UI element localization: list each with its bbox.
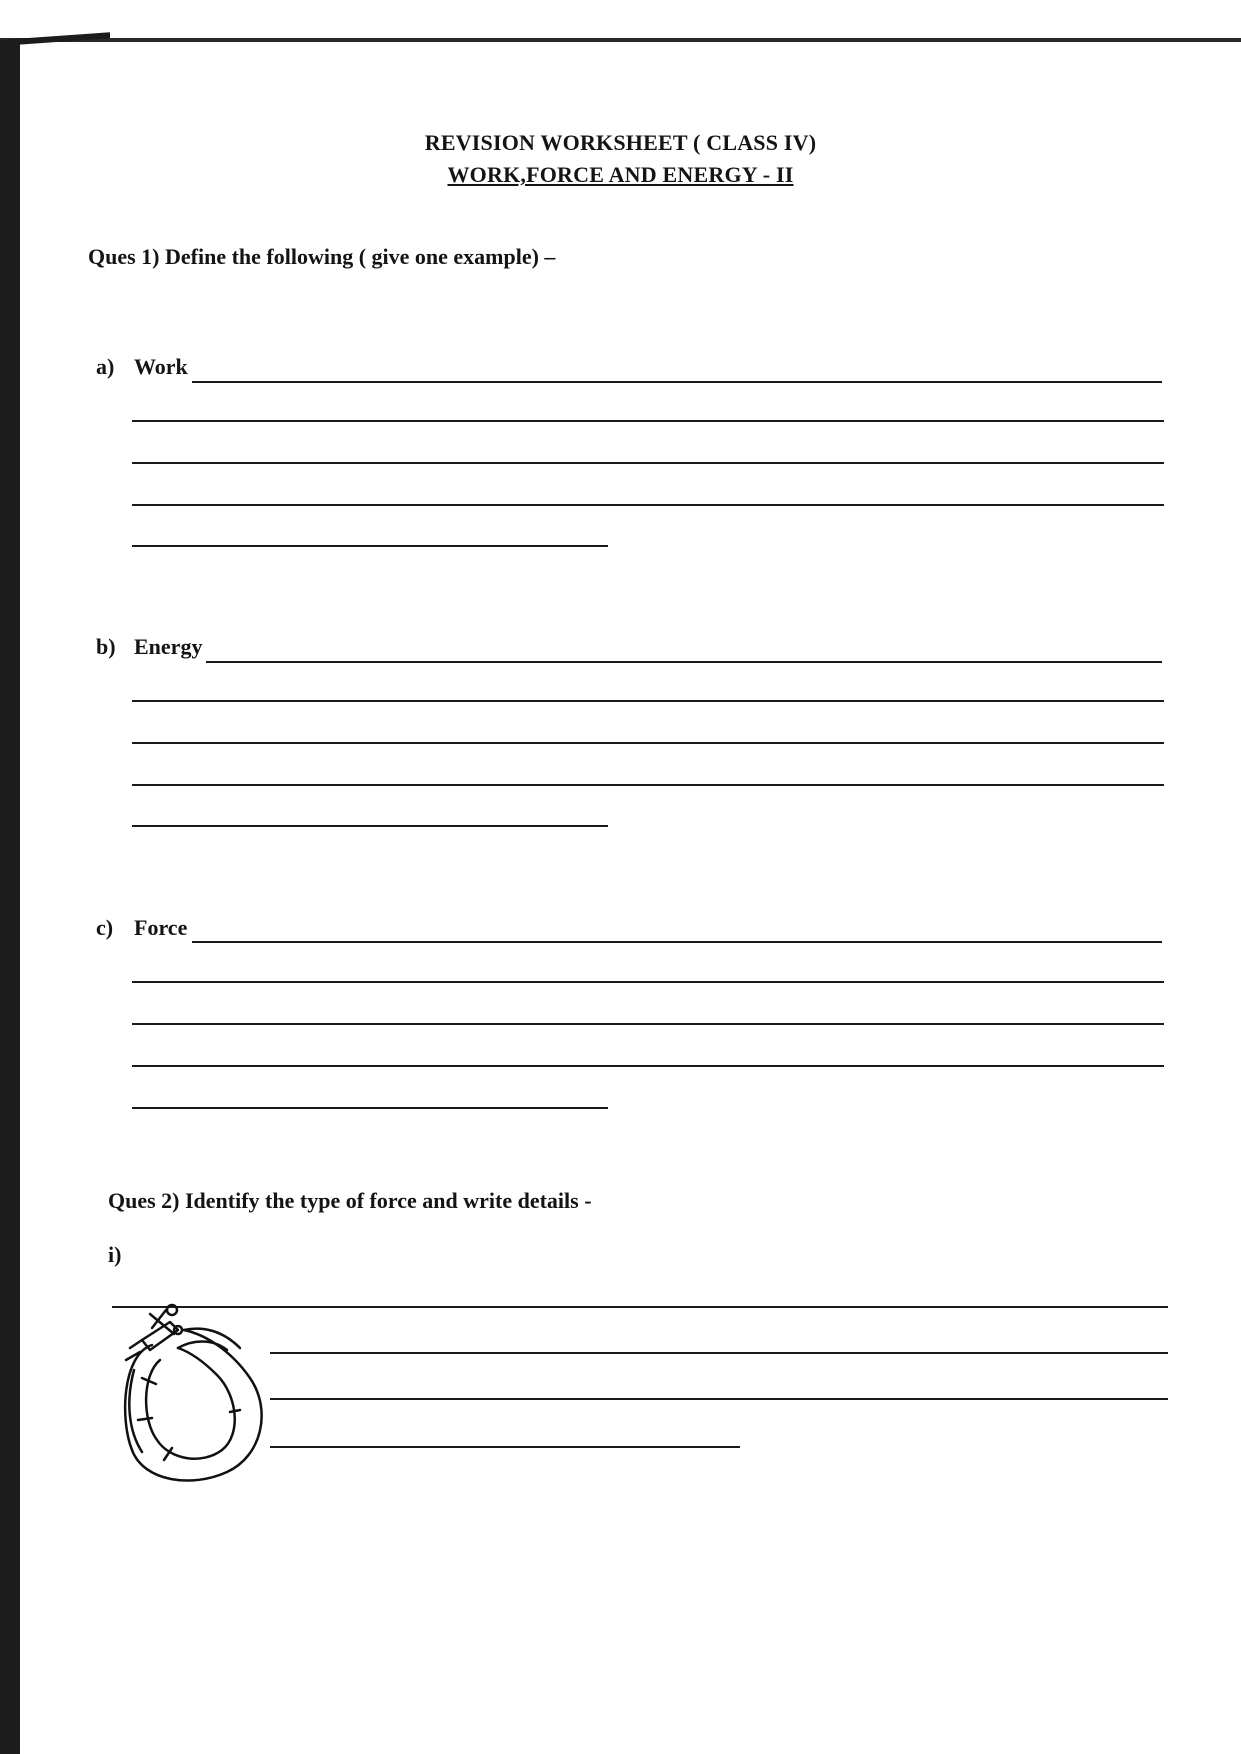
question-2-prompt: Ques 2) Identify the type of force and write details - — [108, 1188, 592, 1213]
answer-line[interactable] — [270, 1398, 1168, 1400]
answer-line[interactable] — [192, 381, 1162, 383]
answer-line[interactable] — [270, 1446, 740, 1448]
item-marker: a) — [96, 354, 115, 379]
scan-edge-left — [0, 40, 20, 1754]
answer-line[interactable] — [132, 1107, 608, 1109]
item-marker: c) — [96, 915, 114, 940]
worksheet-title: REVISION WORKSHEET ( CLASS IV) — [424, 130, 817, 155]
scan-edge-top — [0, 38, 1241, 42]
answer-line[interactable] — [132, 981, 1164, 983]
answer-line[interactable] — [132, 700, 1164, 702]
worksheet-subtitle: WORK,FORCE AND ENERGY - II — [447, 162, 794, 187]
item-term: Force — [134, 915, 188, 940]
item-term: Work — [134, 354, 188, 379]
item-force — [96, 915, 187, 941]
question-1-prompt: Ques 1) Define the following ( give one example) – — [88, 244, 556, 269]
item-marker: i) — [108, 1242, 122, 1267]
answer-line[interactable] — [132, 1065, 1164, 1067]
answer-line[interactable] — [132, 420, 1164, 422]
answer-line[interactable] — [132, 1023, 1164, 1025]
answer-line[interactable] — [206, 661, 1162, 663]
item-term: Energy — [134, 634, 203, 659]
answer-line[interactable] — [192, 941, 1162, 943]
answer-line[interactable] — [132, 825, 608, 827]
answer-line[interactable] — [132, 545, 608, 547]
slingshot-icon — [112, 1300, 277, 1490]
item-marker: b) — [96, 634, 116, 659]
scan-folded-corner — [0, 32, 110, 46]
answer-line[interactable] — [132, 462, 1164, 464]
answer-line[interactable] — [132, 742, 1164, 744]
item-energy — [96, 634, 202, 660]
answer-line[interactable] — [270, 1352, 1168, 1354]
answer-line[interactable] — [132, 504, 1164, 506]
answer-line[interactable] — [132, 784, 1164, 786]
item-work — [96, 354, 188, 380]
